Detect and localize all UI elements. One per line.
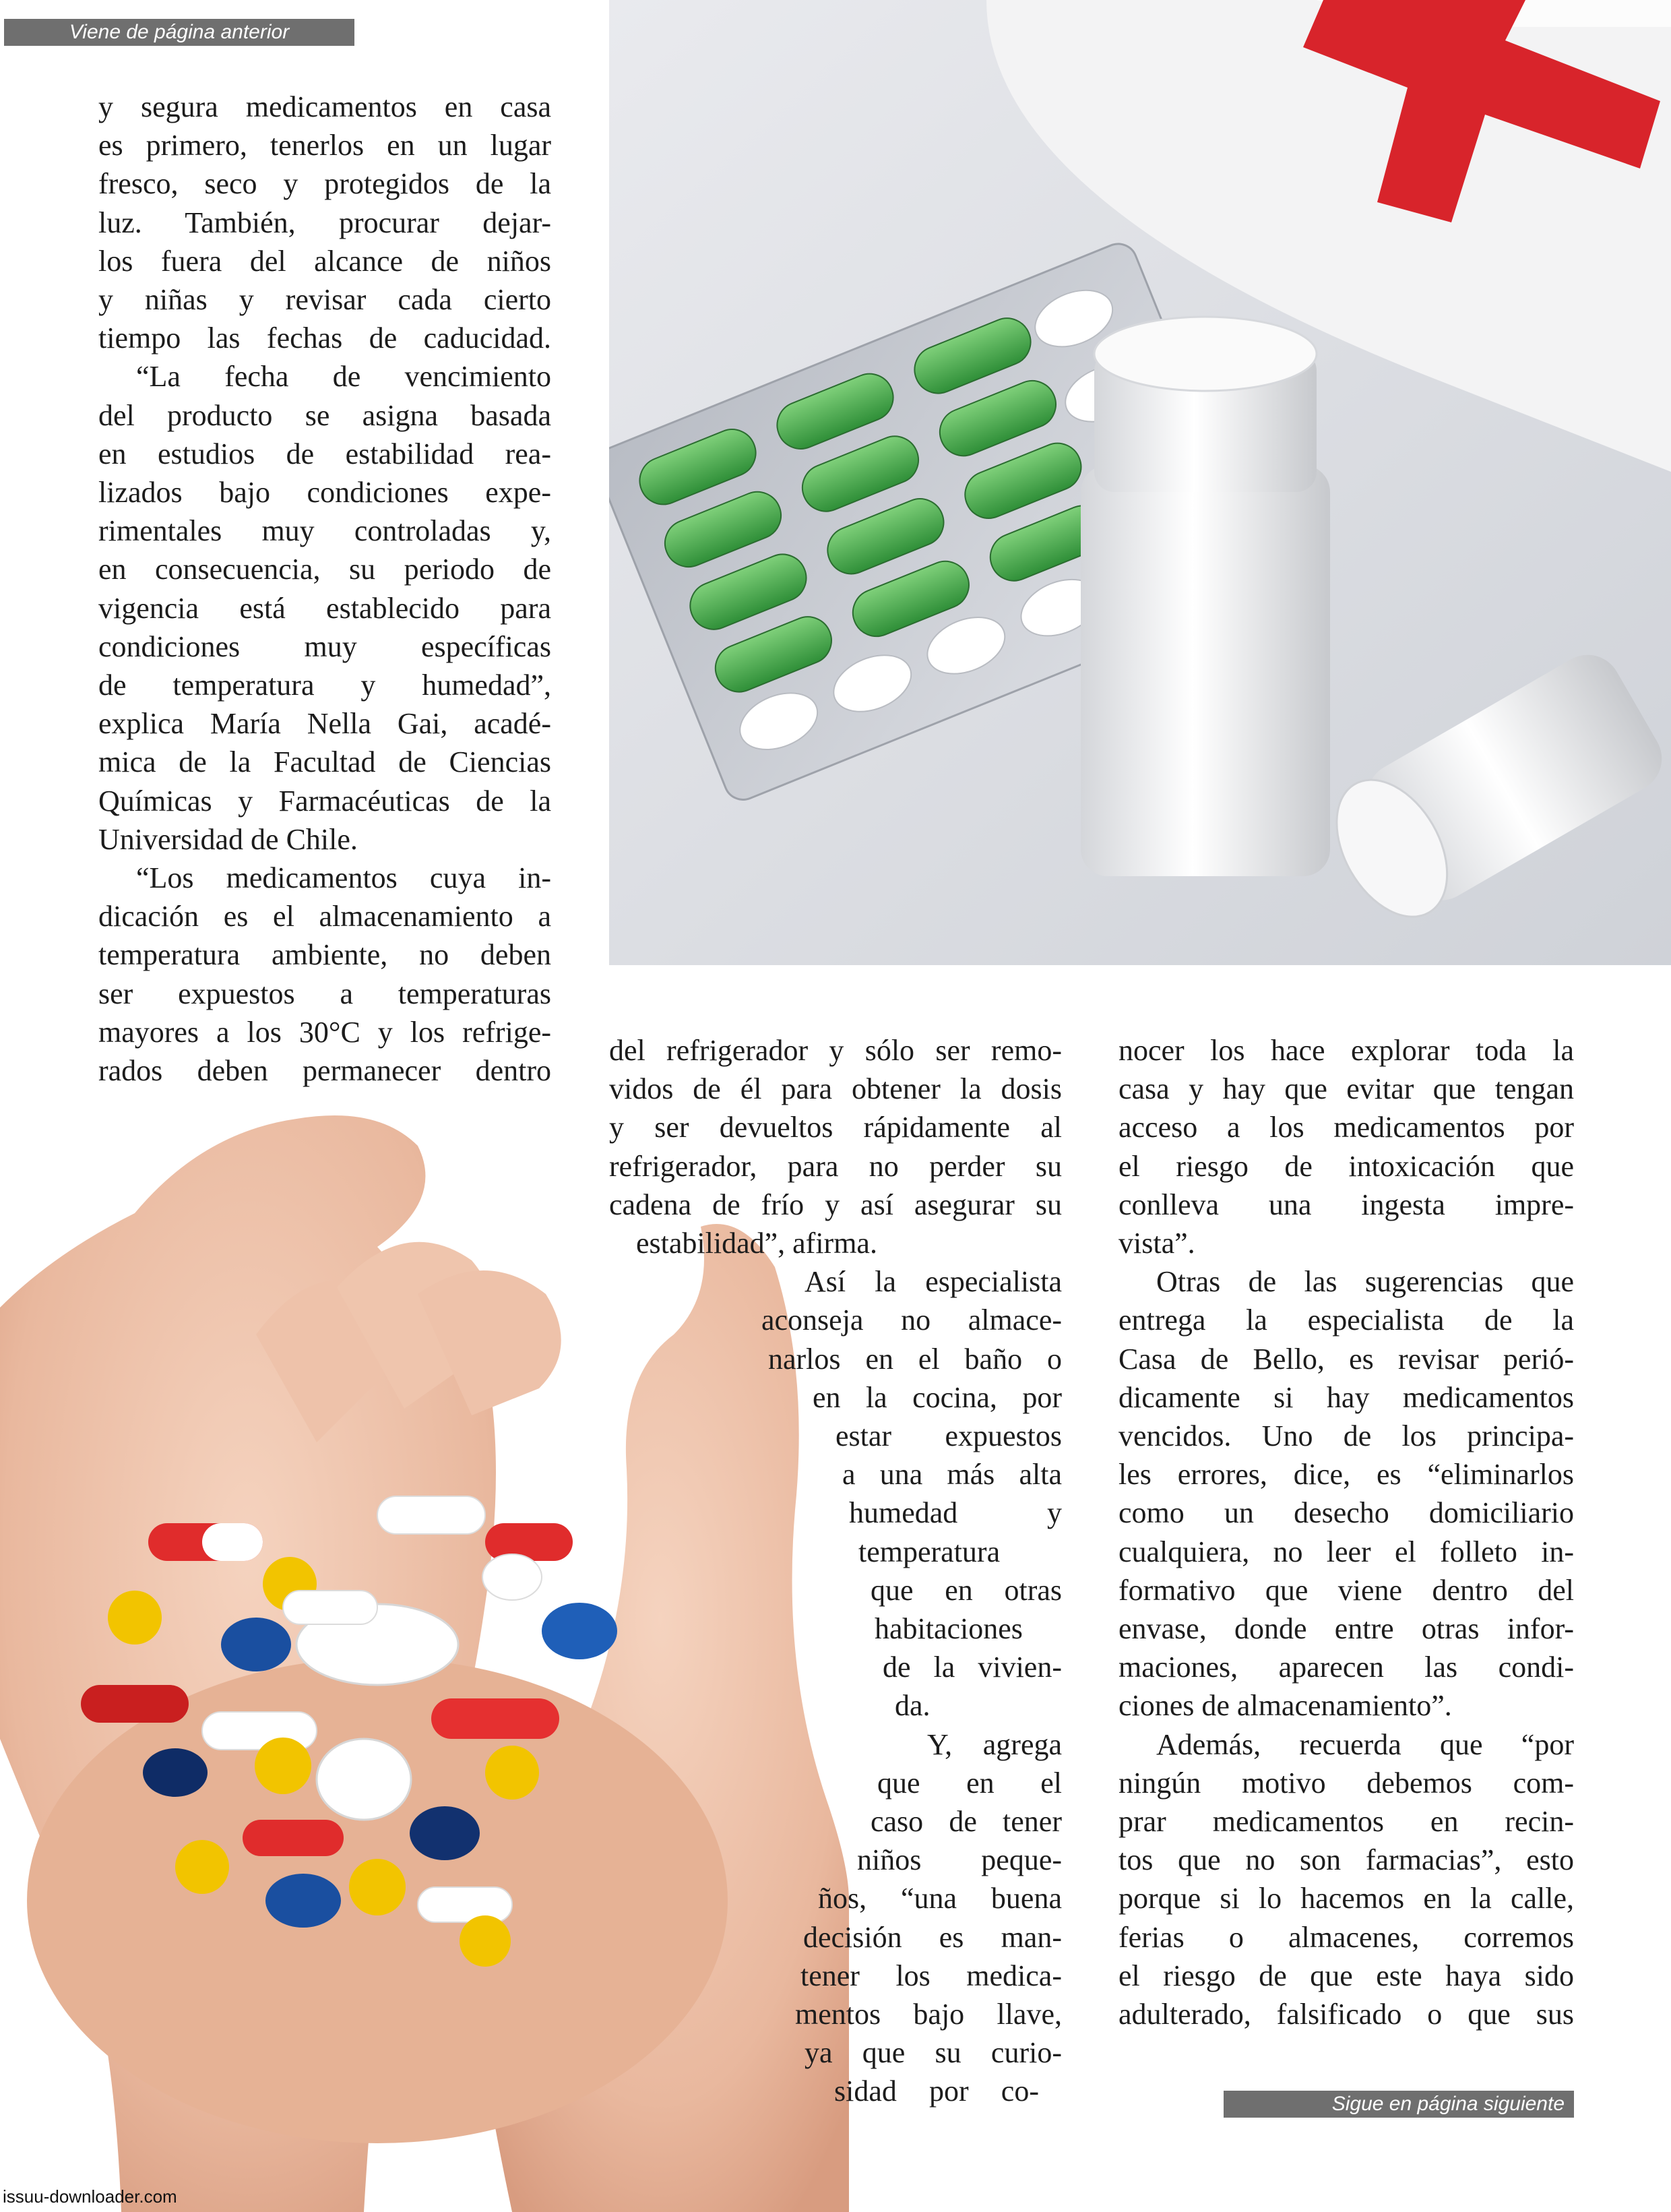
text-line: temperatura [858, 1535, 1001, 1568]
text-line: vencidos. Uno de los principa- [1118, 1419, 1574, 1453]
text-line: nocer los hace explorar toda la [1118, 1034, 1574, 1067]
text-line: vigencia está establecido para [98, 591, 551, 625]
text-line: cadena de frío y así asegurar su [609, 1188, 1062, 1221]
text-line: tener los medica- [800, 1959, 1062, 1992]
text-line: fresco, seco y protegidos de la [98, 167, 551, 201]
text-line: Universidad de Chile. [98, 822, 358, 856]
text-line: ser expuestos a temperaturas [98, 977, 551, 1010]
text-line: “Los medicamentos cuya in- [136, 861, 551, 895]
text-line: condiciones muy específicas [98, 629, 551, 663]
text-line: temperatura ambiente, no deben [98, 938, 551, 972]
text-line: cualquiera, no leer el folleto in- [1118, 1535, 1574, 1568]
text-line: que en el [877, 1766, 1062, 1800]
text-line: rimentales muy controladas y, [98, 514, 551, 548]
text-line: Además, recuerda que “por [1156, 1727, 1574, 1761]
text-line: tos que no son farmacias”, esto [1118, 1843, 1574, 1877]
text-line: narlos en el baño o [768, 1342, 1062, 1376]
article-column-3 [1118, 1031, 1574, 2033]
text-line: rados deben permanecer dentro [98, 1054, 551, 1088]
paragraph [98, 859, 551, 1090]
text-line: mayores a los 30°C y los refrige- [98, 1015, 551, 1049]
text-line: estar expuestos [836, 1419, 1062, 1452]
text-line: tiempo las fechas de caducidad. [98, 321, 551, 355]
text-line: ya que su curio- [805, 2036, 1062, 2070]
text-line: Otras de las sugerencias que [1156, 1265, 1574, 1299]
continues-on-banner: Sigue en página siguiente [1224, 2091, 1574, 2118]
text-line: ños, “una buena [818, 1882, 1062, 1915]
text-line: maciones, aparecen las condi- [1118, 1651, 1574, 1684]
text-line: conlleva una ingesta impre- [1118, 1188, 1574, 1221]
text-line: caso de tener [871, 1805, 1062, 1838]
text-line: mica de la Facultad de Ciencias [98, 745, 551, 779]
continued-from-banner: Viene de página anterior [4, 19, 354, 46]
paragraph [98, 357, 551, 859]
text-line: refrigerador, para no perder su [609, 1149, 1062, 1183]
text-line: humedad y [849, 1496, 1062, 1530]
text-line: es primero, tenerlos en un lugar [98, 129, 551, 162]
text-line: en la cocina, por [813, 1380, 1062, 1414]
text-line: dicamente si hay medicamentos [1118, 1380, 1574, 1414]
text-line: decisión es man- [803, 1920, 1062, 1954]
text-line: acceso a los medicamentos por [1118, 1111, 1574, 1144]
text-line: y segura medicamentos en casa [98, 90, 551, 123]
text-line: de la vivien- [883, 1651, 1062, 1684]
text-line: dicación es el almacenamiento a [98, 900, 551, 933]
text-line: vista”. [1118, 1227, 1195, 1260]
text-line: del refrigerador y sólo ser remo- [609, 1034, 1062, 1067]
text-line: el riesgo de intoxicación que [1118, 1149, 1574, 1183]
text-line: del producto se asigna basada [98, 398, 551, 432]
watermark-text: issuu-downloader.com [3, 2186, 177, 2207]
text-line: prar medicamentos en recin- [1118, 1805, 1574, 1839]
text-line: aconseja no almace- [761, 1303, 1062, 1337]
text-line: vidos de él para obtener la dosis [609, 1072, 1062, 1106]
text-line: Y, agrega [927, 1727, 1062, 1761]
text-line: formativo que viene dentro del [1118, 1573, 1574, 1607]
text-line: habitaciones [875, 1612, 1023, 1645]
medicine-bottles-photo [609, 0, 1671, 965]
text-line: y ser devueltos rápidamente al [609, 1111, 1062, 1144]
text-line: en consecuencia, su periodo de [98, 553, 551, 586]
text-line: “La fecha de vencimiento [136, 360, 551, 394]
text-line: da. [895, 1689, 931, 1723]
text-line: luz. También, procurar dejar- [98, 206, 551, 239]
text-line: entrega la especialista de la [1118, 1303, 1574, 1337]
text-line: adulterado, falsificado o que sus [1118, 1998, 1574, 2031]
text-line: sidad por co- [834, 2075, 1039, 2108]
text-line: les errores, dice, es “eliminarlos [1118, 1458, 1574, 1492]
text-line: en estudios de estabilidad rea- [98, 437, 551, 470]
text-line: ningún motivo debemos com- [1118, 1766, 1574, 1800]
text-line: los fuera del alcance de niños [98, 244, 551, 278]
text-line: lizados bajo condiciones expe- [98, 476, 551, 510]
text-line: a una más alta [842, 1458, 1062, 1492]
paragraph [1118, 1262, 1574, 1725]
paragraph [98, 88, 551, 357]
text-line: envase, donde entre otras infor- [1118, 1612, 1574, 1646]
text-line: que en otras [871, 1573, 1062, 1607]
paragraph [1118, 1725, 1574, 2034]
article-column-1 [98, 88, 551, 1090]
text-line: el riesgo de que este haya sido [1118, 1959, 1574, 1992]
text-line: niños peque- [857, 1843, 1062, 1877]
text-line: estabilidad”, afirma. [636, 1227, 877, 1260]
text-line: ferias o almacenes, corremos [1118, 1920, 1574, 1954]
text-line: de temperatura y humedad”, [98, 669, 551, 702]
text-line: Así la especialista [805, 1265, 1062, 1299]
text-line: casa y hay que evitar que tengan [1118, 1072, 1574, 1106]
text-line: porque si lo hacemos en la calle, [1118, 1882, 1574, 1915]
text-line: Casa de Bello, es revisar perió- [1118, 1342, 1574, 1376]
text-line: mentos bajo llave, [795, 1998, 1062, 2031]
paragraph [1118, 1031, 1574, 1262]
text-line: ciones de almacenamiento”. [1118, 1689, 1452, 1723]
text-line: como un desecho domiciliario [1118, 1496, 1574, 1530]
text-line: explica María Nella Gai, acadé- [98, 707, 551, 741]
text-line: Químicas y Farmacéuticas de la [98, 784, 551, 818]
text-line: y niñas y revisar cada cierto [98, 283, 551, 317]
